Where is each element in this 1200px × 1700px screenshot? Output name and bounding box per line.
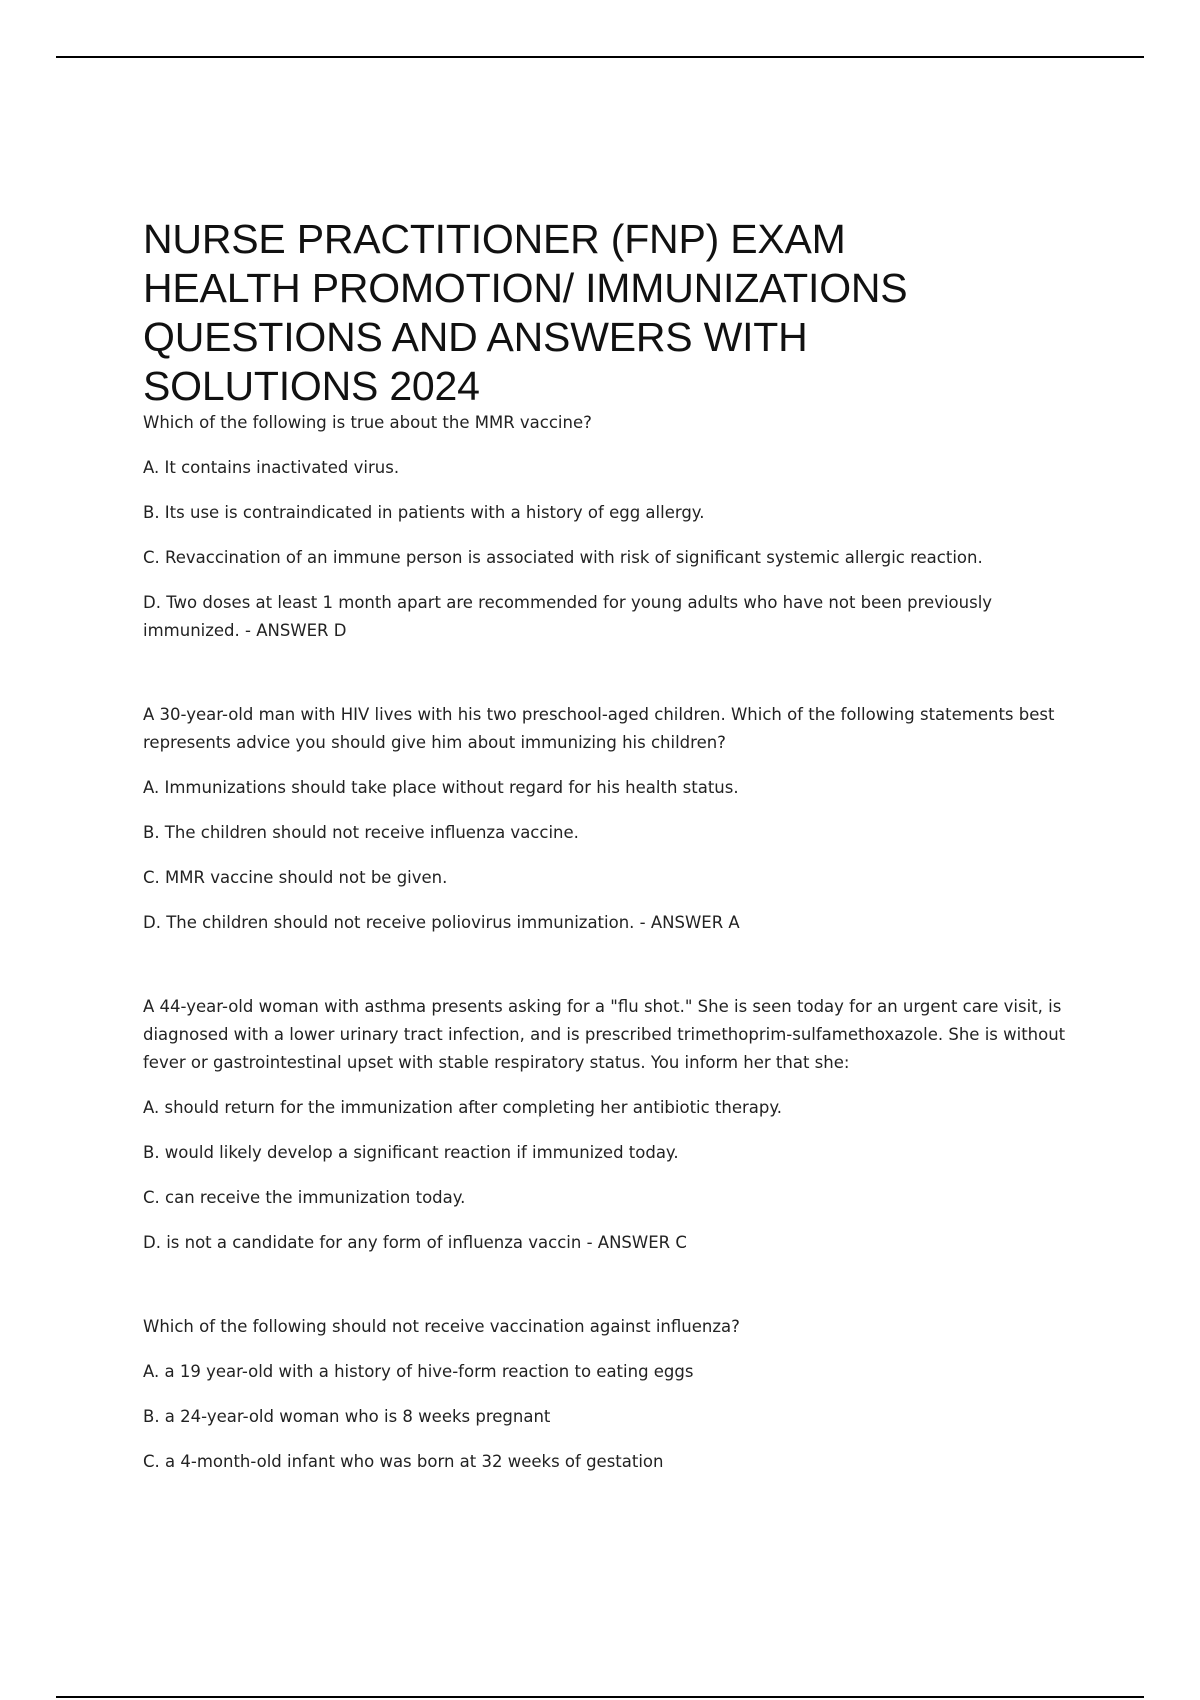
bottom-rule bbox=[56, 1696, 1144, 1698]
answer-option: B. would likely develop a significant reaction if immunized today. bbox=[143, 1143, 679, 1162]
question-text: Which of the following is true about the MMR vaccine? bbox=[143, 413, 592, 432]
answer-option: A. should return for the immunization after completing her antibiotic therapy. bbox=[143, 1098, 783, 1117]
answer-option: A. It contains inactivated virus. bbox=[143, 458, 400, 477]
title-line: NURSE PRACTITIONER (FNP) EXAM bbox=[143, 216, 846, 262]
question-text: A 44-year-old woman with asthma presents asking for a "flu shot." She is seen today for an urgent care visit, is diagnosed with a lower urinary tract infection, and is prescribed trimethoprim-sulfamethoxazole. She is without fever or gastrointestinal upset with stable respiratory status. You inform her that she: bbox=[143, 997, 1066, 1072]
title-line: HEALTH PROMOTION/ IMMUNIZATIONS bbox=[143, 265, 908, 311]
question-4 bbox=[143, 1313, 1083, 1476]
answer-option: D. The children should not receive poliovirus immunization. - ANSWER A bbox=[143, 913, 740, 932]
question-3 bbox=[143, 993, 1083, 1257]
question-2 bbox=[143, 701, 1083, 937]
question-text: Which of the following should not receive vaccination against influenza? bbox=[143, 1317, 740, 1336]
answer-option: B. Its use is contraindicated in patients with a history of egg allergy. bbox=[143, 503, 705, 522]
answer-option: C. can receive the immunization today. bbox=[143, 1188, 466, 1207]
top-rule bbox=[56, 56, 1144, 58]
answer-option: D. is not a candidate for any form of influenza vaccin - ANSWER C bbox=[143, 1233, 687, 1252]
title-line: QUESTIONS AND ANSWERS WITH bbox=[143, 314, 808, 360]
answer-option: C. Revaccination of an immune person is associated with risk of significant systemic allergic reaction. bbox=[143, 548, 983, 567]
document-title bbox=[143, 215, 1083, 411]
answer-option: D. Two doses at least 1 month apart are recommended for young adults who have not been previously immunized. - ANSWER D bbox=[143, 593, 993, 640]
title-line: SOLUTIONS 2024 bbox=[143, 363, 480, 409]
document-body bbox=[143, 215, 1083, 1476]
answer-option: A. Immunizations should take place without regard for his health status. bbox=[143, 778, 739, 797]
question-1 bbox=[143, 409, 1083, 645]
question-text: A 30-year-old man with HIV lives with his two preschool-aged children. Which of the following statements best represents advice you should give him about immunizing his children? bbox=[143, 705, 1055, 752]
answer-option: B. a 24-year-old woman who is 8 weeks pregnant bbox=[143, 1407, 551, 1426]
answer-option: A. a 19 year-old with a history of hive-form reaction to eating eggs bbox=[143, 1362, 694, 1381]
answer-option: C. MMR vaccine should not be given. bbox=[143, 868, 448, 887]
answer-option: B. The children should not receive influenza vaccine. bbox=[143, 823, 579, 842]
answer-option: C. a 4-month-old infant who was born at 32 weeks of gestation bbox=[143, 1452, 664, 1471]
